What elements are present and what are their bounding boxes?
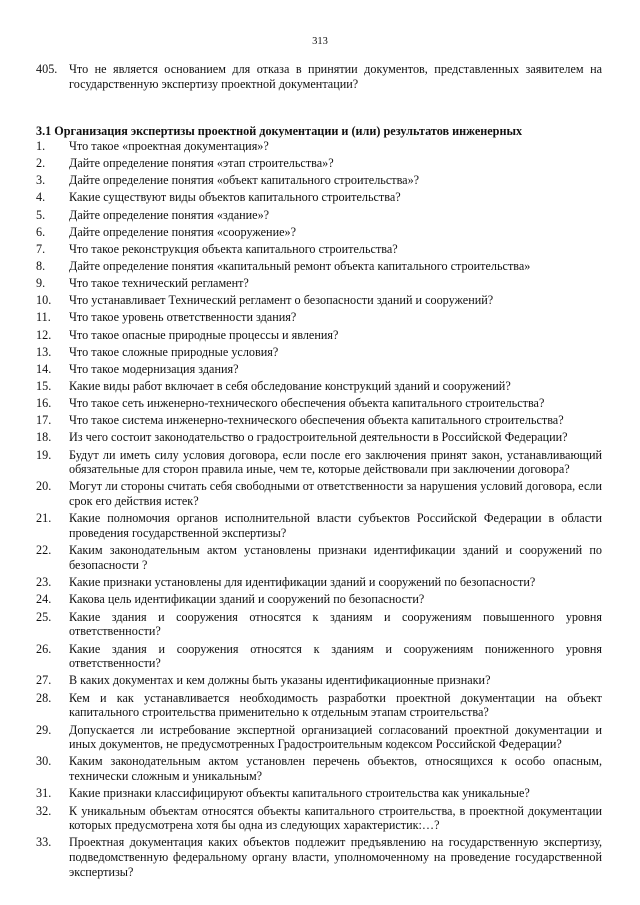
- question-item: [36, 208, 602, 223]
- question-number: 4.: [36, 190, 46, 205]
- question-number: 14.: [36, 361, 52, 376]
- question-text: Дайте определение понятия «этап строительства»?: [69, 156, 334, 171]
- question-item: [36, 190, 602, 205]
- question-text: Что такое уровень ответственности здания?: [69, 310, 297, 325]
- question-text: Что такое сложные природные условия?: [69, 344, 279, 359]
- question-text: Что такое система инженерно-технического обеспечения объекта капитального строительства?: [69, 413, 564, 428]
- intro-question: [36, 62, 602, 94]
- question-item: [36, 448, 602, 478]
- question-text: Какие признаки классифицируют объекты капитального строительства как уникальные?: [69, 786, 530, 801]
- question-item: [36, 293, 602, 308]
- question-number: 5.: [36, 207, 46, 222]
- question-number: 17.: [36, 413, 52, 428]
- question-text: Кем и как устанавливается необходимость разработки проектной документации на объект капитального строительства применительно к отдельным этапам строительства?: [69, 690, 602, 720]
- question-number: 30.: [36, 754, 52, 769]
- question-number: 31.: [36, 786, 52, 801]
- question-text: Дайте определение понятия «сооружение»?: [69, 224, 297, 239]
- question-text: Каким законодательным актом установлены признаки идентификации зданий и сооружений по безопасности ?: [69, 543, 602, 573]
- question-text: Что такое модернизация здания?: [69, 361, 239, 376]
- question-number: 11.: [36, 310, 51, 325]
- question-item: [36, 328, 602, 343]
- question-item: [36, 276, 602, 291]
- question-item: [36, 430, 602, 445]
- question-text: Какие здания и сооружения относятся к зданиям и сооружениям пониженного уровня ответственности?: [69, 641, 602, 671]
- question-item: [36, 242, 602, 257]
- question-text: Что такое технический регламент?: [69, 276, 249, 291]
- question-item: [36, 723, 602, 753]
- question-number: 405.: [36, 62, 58, 76]
- question-text: Допускается ли истребование экспертной организацией согласований проектной документации и иных документов, не предусмотренных Градостроительным кодексом Российской Федерации?: [69, 722, 602, 752]
- question-item: [36, 543, 602, 573]
- question-number: 25.: [36, 609, 52, 624]
- question-number: 12.: [36, 327, 52, 342]
- question-number: 10.: [36, 293, 52, 308]
- question-text: К уникальным объектам относятся объекты капитального строительства, в проектной документации которых предусмотрена хотя бы одна из следующих характеристик:…?: [69, 803, 602, 833]
- question-item: [36, 156, 602, 171]
- question-number: 24.: [36, 592, 52, 607]
- question-text: Дайте определение понятия «капитальный ремонт объекта капитального строительства»: [69, 258, 531, 273]
- section-title: 3.1 Организация экспертизы проектной документации и (или) результатов инженерных: [36, 124, 523, 138]
- page-number: 313: [312, 36, 328, 47]
- question-text: В каких документах и кем должны быть указаны идентификационные признаки?: [69, 673, 491, 688]
- question-item: [36, 610, 602, 640]
- question-text: Что такое сеть инженерно-технического обеспечения объекта капитального строительства?: [69, 396, 545, 411]
- question-item: [36, 511, 602, 541]
- question-text: Что такое опасные природные процессы и явления?: [69, 327, 339, 342]
- question-list: [36, 139, 602, 882]
- question-text: Дайте определение понятия «здание»?: [69, 207, 270, 222]
- question-item: [36, 345, 602, 360]
- question-number: 7.: [36, 241, 46, 256]
- question-item: [36, 754, 602, 784]
- question-item: [36, 642, 602, 672]
- question-text: Что такое реконструкция объекта капитального строительства?: [69, 241, 398, 256]
- question-number: 3.: [36, 173, 46, 188]
- question-text: Что такое «проектная документация»?: [69, 139, 269, 153]
- question-text: Из чего состоит законодательство о градостроительной деятельности в Российской Федерации?: [69, 430, 568, 445]
- question-number: 16.: [36, 396, 52, 411]
- question-number: 29.: [36, 722, 52, 737]
- question-number: 15.: [36, 378, 52, 393]
- question-number: 33.: [36, 835, 52, 850]
- question-item: [36, 804, 602, 834]
- question-number: 18.: [36, 430, 52, 445]
- question-item: [36, 479, 602, 509]
- question-text: Что устанавливает Технический регламент о безопасности зданий и сооружений?: [69, 293, 494, 308]
- question-item: [36, 835, 602, 879]
- question-item: [36, 362, 602, 377]
- question-item: [36, 575, 602, 590]
- question-text: Будут ли иметь силу условия договора, если после его заключения принят закон, устанавливающий обязательные для сторон правила иные, чем те, которые действовали при заключении договора?: [69, 447, 602, 477]
- question-item: [36, 173, 602, 188]
- question-item: [36, 259, 602, 274]
- question-item: [36, 225, 602, 240]
- question-text: Какова цель идентификации зданий и сооружений по безопасности?: [69, 592, 425, 607]
- question-item: [36, 396, 602, 411]
- question-text: Дайте определение понятия «объект капитального строительства»?: [69, 173, 420, 188]
- question-text: Какие признаки установлены для идентификации зданий и сооружений по безопасности?: [69, 575, 536, 590]
- question-number: 19.: [36, 447, 52, 462]
- question-number: 22.: [36, 543, 52, 558]
- question-item: [36, 310, 602, 325]
- question-number: 21.: [36, 511, 52, 526]
- question-number: 23.: [36, 575, 52, 590]
- question-number: 8.: [36, 258, 46, 273]
- question-number: 27.: [36, 673, 52, 688]
- question-item: [36, 786, 602, 801]
- question-number: 9.: [36, 276, 46, 291]
- question-text: Могут ли стороны считать себя свободными от ответственности за нарушения условий договора, если срок его действия истек?: [69, 479, 602, 509]
- question-number: 20.: [36, 479, 52, 494]
- question-text: Каким законодательным актом установлен перечень объектов, относящихся к особо опасным, технически сложным и уникальным?: [69, 754, 602, 784]
- question-item: [36, 691, 602, 721]
- question-number: 2.: [36, 156, 46, 171]
- question-number: 32.: [36, 803, 52, 818]
- question-number: 26.: [36, 641, 52, 656]
- question-text: Что не является основанием для отказа в принятии документов, представленных заявителем на государственную экспертизу проектной документации?: [69, 62, 602, 91]
- question-item: [36, 139, 602, 154]
- question-text: Какие виды работ включает в себя обследование конструкций зданий и сооружений?: [69, 378, 511, 393]
- question-text: Какие полномочия органов исполнительной власти субъектов Российской Федерации в области проведения государственной экспертизы?: [69, 511, 602, 541]
- question-item: [36, 413, 602, 428]
- question-text: Какие здания и сооружения относятся к зданиям и сооружениям повышенного уровня ответственности?: [69, 609, 602, 639]
- question-number: 28.: [36, 690, 52, 705]
- question-text: Проектная документация каких объектов подлежит предъявлению на государственную экспертизу, подведомственную федеральному органу власти, уполномоченному на проведение государственной экспертизы?: [69, 835, 602, 880]
- question-number: 6.: [36, 224, 46, 239]
- question-number: 13.: [36, 344, 52, 359]
- question-text: Какие существуют виды объектов капитального строительства?: [69, 190, 401, 205]
- question-item: [36, 673, 602, 688]
- question-item: [36, 379, 602, 394]
- question-item: [36, 592, 602, 607]
- question-number: 1.: [36, 139, 46, 153]
